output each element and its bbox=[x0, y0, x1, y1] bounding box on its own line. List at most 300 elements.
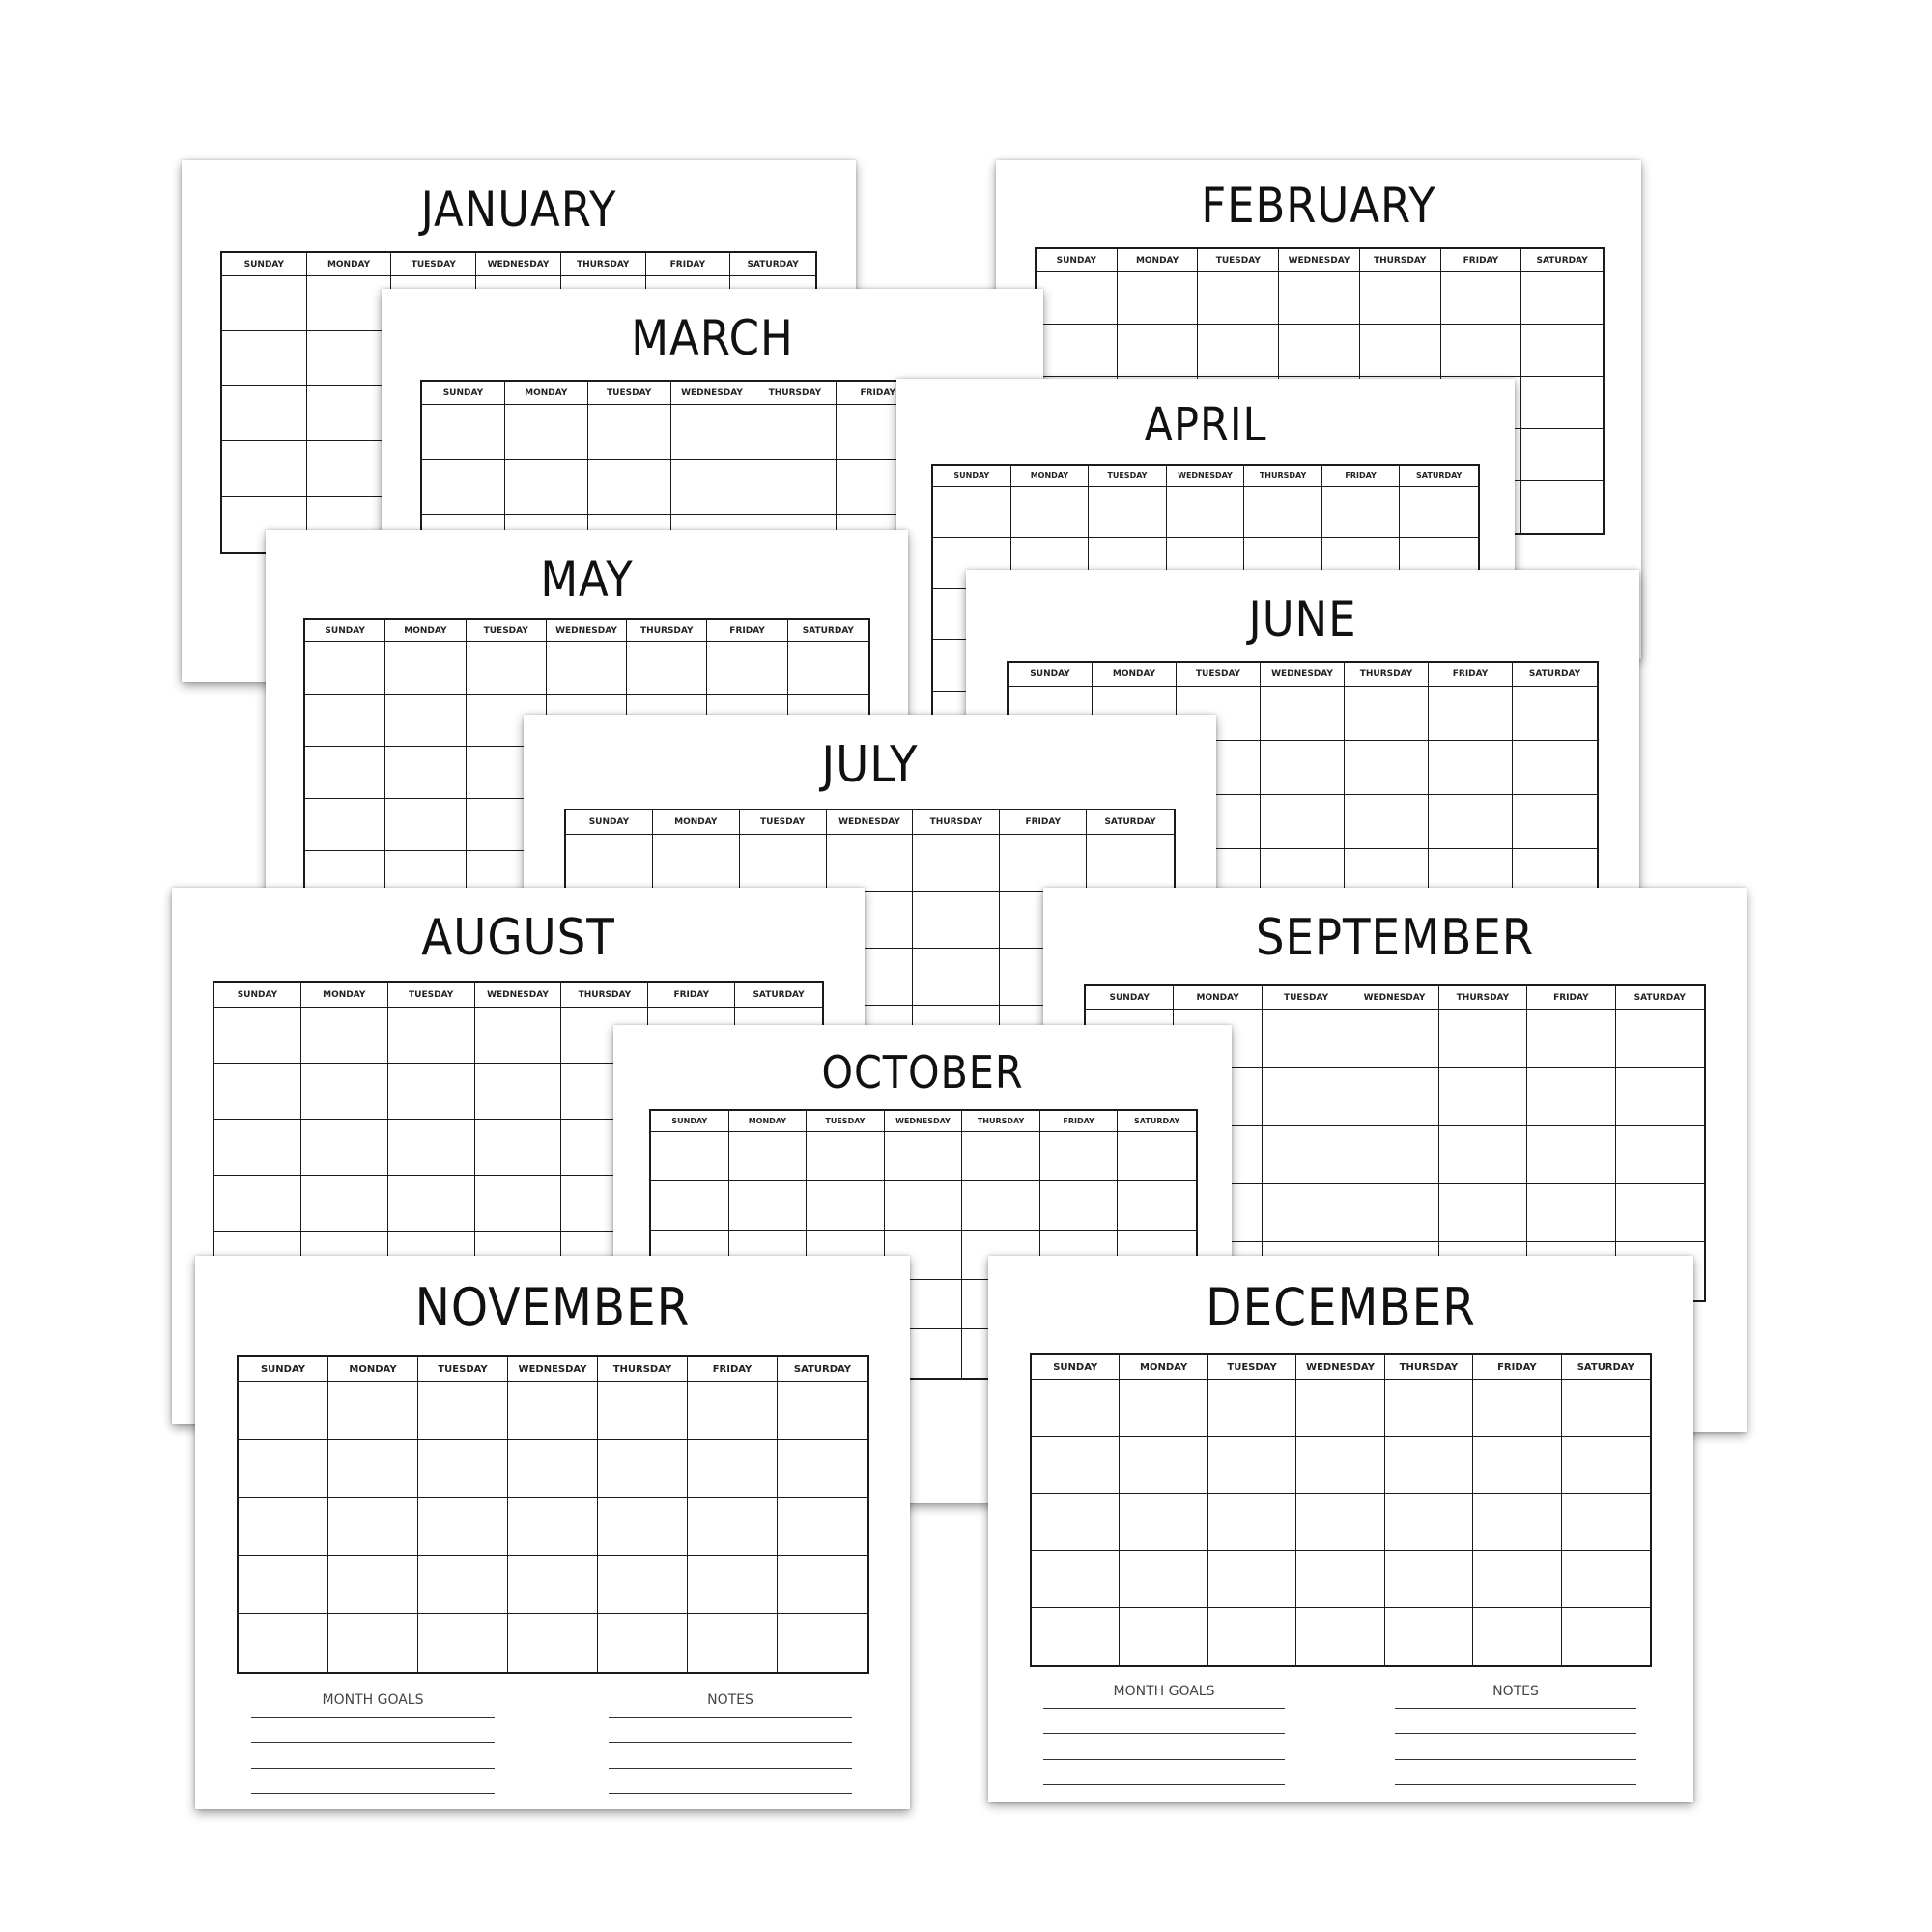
day-cell bbox=[388, 1120, 475, 1176]
day-cell bbox=[1208, 1380, 1296, 1437]
day-cell bbox=[962, 1181, 1040, 1231]
weekday-header-wednesday: WEDNESDAY bbox=[1279, 249, 1360, 272]
day-cell bbox=[778, 1614, 867, 1672]
december-goals-writing-line bbox=[1043, 1784, 1285, 1785]
weekday-header-friday: FRIDAY bbox=[1000, 810, 1087, 835]
november-calendar-grid bbox=[237, 1355, 869, 1674]
weekday-header-tuesday: TUESDAY bbox=[467, 620, 547, 642]
weekday-header-wednesday: WEDNESDAY bbox=[885, 1111, 963, 1132]
day-cell bbox=[418, 1614, 508, 1672]
day-cell bbox=[688, 1498, 778, 1556]
day-cell bbox=[1208, 1608, 1296, 1665]
december-notes-writing-line bbox=[1395, 1708, 1636, 1709]
weekday-header-wednesday: WEDNESDAY bbox=[1261, 663, 1345, 687]
day-cell bbox=[475, 1120, 562, 1176]
day-cell bbox=[1385, 1608, 1473, 1665]
day-cell bbox=[688, 1440, 778, 1498]
weekday-header-wednesday: WEDNESDAY bbox=[671, 382, 754, 405]
day-cell bbox=[1513, 687, 1597, 741]
day-cell bbox=[1439, 1068, 1527, 1126]
weekday-header-sunday: SUNDAY bbox=[566, 810, 653, 835]
december-notes-writing-line bbox=[1395, 1733, 1636, 1734]
weekday-header-monday: MONDAY bbox=[1011, 466, 1090, 487]
day-cell bbox=[239, 1382, 328, 1440]
weekday-header-saturday: SATURDAY bbox=[735, 983, 822, 1008]
day-cell bbox=[807, 1132, 885, 1181]
weekday-header-saturday: SATURDAY bbox=[778, 1357, 867, 1382]
day-cell bbox=[508, 1614, 598, 1672]
day-cell bbox=[1616, 1126, 1704, 1184]
day-cell bbox=[588, 405, 671, 460]
day-cell bbox=[688, 1614, 778, 1672]
day-cell bbox=[328, 1498, 418, 1556]
day-cell bbox=[305, 642, 385, 695]
day-cell bbox=[418, 1556, 508, 1614]
day-cell bbox=[1000, 835, 1087, 892]
day-cell bbox=[598, 1498, 688, 1556]
day-cell bbox=[1261, 795, 1345, 849]
day-cell bbox=[753, 405, 837, 460]
day-cell bbox=[1350, 1126, 1438, 1184]
day-cell bbox=[422, 460, 505, 515]
day-cell bbox=[1208, 1437, 1296, 1494]
december-notes-writing-line bbox=[1395, 1784, 1636, 1785]
day-cell bbox=[214, 1008, 301, 1064]
day-cell bbox=[1562, 1380, 1650, 1437]
day-cell bbox=[1400, 487, 1478, 538]
day-cell bbox=[1360, 272, 1441, 325]
day-cell bbox=[1263, 1068, 1350, 1126]
day-cell bbox=[598, 1382, 688, 1440]
weekday-header-monday: MONDAY bbox=[1118, 249, 1199, 272]
weekday-header-thursday: THURSDAY bbox=[1360, 249, 1441, 272]
weekday-header-monday: MONDAY bbox=[653, 810, 740, 835]
day-cell bbox=[222, 276, 307, 331]
weekday-header-tuesday: TUESDAY bbox=[418, 1357, 508, 1382]
day-cell bbox=[688, 1382, 778, 1440]
day-cell bbox=[305, 799, 385, 851]
day-cell bbox=[1385, 1437, 1473, 1494]
day-cell bbox=[1345, 741, 1429, 795]
day-cell bbox=[1473, 1608, 1561, 1665]
day-cell bbox=[1198, 272, 1279, 325]
day-cell bbox=[1296, 1551, 1384, 1608]
day-cell bbox=[1345, 795, 1429, 849]
day-cell bbox=[1473, 1437, 1561, 1494]
day-cell bbox=[307, 331, 392, 386]
day-cell bbox=[1120, 1494, 1208, 1551]
day-cell bbox=[301, 1120, 388, 1176]
weekday-header-saturday: SATURDAY bbox=[1513, 663, 1597, 687]
weekday-header-saturday: SATURDAY bbox=[1562, 1355, 1650, 1380]
december-calendar-sheet bbox=[988, 1256, 1693, 1802]
weekday-header-thursday: THURSDAY bbox=[753, 382, 837, 405]
day-cell bbox=[301, 1064, 388, 1120]
day-cell bbox=[1011, 487, 1090, 538]
weekday-header-monday: MONDAY bbox=[1174, 986, 1262, 1010]
weekday-header-monday: MONDAY bbox=[307, 253, 392, 276]
weekday-header-sunday: SUNDAY bbox=[1037, 249, 1118, 272]
day-cell bbox=[740, 835, 827, 892]
day-cell bbox=[385, 747, 466, 799]
day-cell bbox=[913, 892, 1000, 949]
day-cell bbox=[1521, 429, 1603, 481]
day-cell bbox=[214, 1176, 301, 1232]
weekday-header-wednesday: WEDNESDAY bbox=[1296, 1355, 1384, 1380]
weekday-header-monday: MONDAY bbox=[729, 1111, 808, 1132]
november-title: NOVEMBER bbox=[414, 1277, 691, 1338]
day-cell bbox=[307, 386, 392, 441]
august-title: AUGUST bbox=[421, 909, 615, 967]
february-title: FEBRUARY bbox=[1201, 178, 1436, 234]
weekday-header-monday: MONDAY bbox=[505, 382, 588, 405]
day-cell bbox=[547, 642, 627, 695]
day-cell bbox=[1350, 1184, 1438, 1242]
day-cell bbox=[788, 642, 868, 695]
weekday-header-monday: MONDAY bbox=[1093, 663, 1177, 687]
day-cell bbox=[1037, 272, 1118, 325]
november-notes-writing-line bbox=[609, 1768, 852, 1769]
weekday-header-tuesday: TUESDAY bbox=[391, 253, 476, 276]
july-title: JULY bbox=[821, 736, 919, 794]
day-cell bbox=[1527, 1010, 1615, 1068]
day-cell bbox=[1263, 1184, 1350, 1242]
weekday-header-wednesday: WEDNESDAY bbox=[475, 983, 562, 1008]
weekday-header-monday: MONDAY bbox=[1120, 1355, 1208, 1380]
day-cell bbox=[1473, 1551, 1561, 1608]
day-cell bbox=[671, 460, 754, 515]
weekday-header-tuesday: TUESDAY bbox=[740, 810, 827, 835]
day-cell bbox=[627, 642, 707, 695]
day-cell bbox=[1296, 1380, 1384, 1437]
weekday-header-saturday: SATURDAY bbox=[1616, 986, 1704, 1010]
day-cell bbox=[1120, 1437, 1208, 1494]
day-cell bbox=[508, 1498, 598, 1556]
day-cell bbox=[885, 1181, 963, 1231]
september-title: SEPTEMBER bbox=[1255, 909, 1535, 967]
june-title: JUNE bbox=[1248, 591, 1357, 647]
day-cell bbox=[505, 405, 588, 460]
day-cell bbox=[1439, 1184, 1527, 1242]
weekday-header-sunday: SUNDAY bbox=[222, 253, 307, 276]
weekday-header-friday: FRIDAY bbox=[1429, 663, 1513, 687]
day-cell bbox=[1473, 1494, 1561, 1551]
day-cell bbox=[1032, 1380, 1120, 1437]
day-cell bbox=[651, 1181, 729, 1231]
day-cell bbox=[1562, 1437, 1650, 1494]
day-cell bbox=[1296, 1494, 1384, 1551]
day-cell bbox=[1279, 272, 1360, 325]
day-cell bbox=[1032, 1608, 1120, 1665]
weekday-header-friday: FRIDAY bbox=[648, 983, 735, 1008]
weekday-header-sunday: SUNDAY bbox=[422, 382, 505, 405]
day-cell bbox=[827, 835, 914, 892]
day-cell bbox=[239, 1556, 328, 1614]
day-cell bbox=[651, 1132, 729, 1181]
day-cell bbox=[388, 1064, 475, 1120]
day-cell bbox=[1118, 1132, 1196, 1181]
day-cell bbox=[475, 1176, 562, 1232]
day-cell bbox=[1087, 835, 1174, 892]
day-cell bbox=[222, 331, 307, 386]
day-cell bbox=[475, 1064, 562, 1120]
day-cell bbox=[1441, 325, 1522, 377]
january-title: JANUARY bbox=[420, 182, 617, 238]
day-cell bbox=[418, 1498, 508, 1556]
day-cell bbox=[214, 1120, 301, 1176]
day-cell bbox=[1385, 1380, 1473, 1437]
day-cell bbox=[807, 1181, 885, 1231]
november-month-goals-label: MONTH GOALS bbox=[322, 1692, 424, 1708]
december-title: DECEMBER bbox=[1206, 1277, 1476, 1338]
day-cell bbox=[885, 1132, 963, 1181]
day-cell bbox=[1429, 687, 1513, 741]
weekday-header-saturday: SATURDAY bbox=[1400, 466, 1478, 487]
weekday-header-wednesday: WEDNESDAY bbox=[827, 810, 914, 835]
weekday-header-thursday: THURSDAY bbox=[561, 983, 648, 1008]
day-cell bbox=[388, 1176, 475, 1232]
day-cell bbox=[301, 1008, 388, 1064]
weekday-header-tuesday: TUESDAY bbox=[1177, 663, 1261, 687]
day-cell bbox=[1521, 377, 1603, 429]
day-cell bbox=[1118, 272, 1199, 325]
day-cell bbox=[307, 276, 392, 331]
december-goals-writing-line bbox=[1043, 1733, 1285, 1734]
day-cell bbox=[1032, 1494, 1120, 1551]
weekday-header-sunday: SUNDAY bbox=[305, 620, 385, 642]
day-cell bbox=[385, 799, 466, 851]
day-cell bbox=[1562, 1608, 1650, 1665]
weekday-header-monday: MONDAY bbox=[328, 1357, 418, 1382]
weekday-header-saturday: SATURDAY bbox=[730, 253, 815, 276]
weekday-header-sunday: SUNDAY bbox=[1086, 986, 1174, 1010]
day-cell bbox=[1037, 325, 1118, 377]
day-cell bbox=[1527, 1184, 1615, 1242]
day-cell bbox=[1527, 1126, 1615, 1184]
day-cell bbox=[653, 835, 740, 892]
weekday-header-wednesday: WEDNESDAY bbox=[1350, 986, 1438, 1010]
day-cell bbox=[566, 835, 653, 892]
day-cell bbox=[1120, 1380, 1208, 1437]
day-cell bbox=[1473, 1380, 1561, 1437]
day-cell bbox=[222, 386, 307, 441]
november-notes-writing-line bbox=[609, 1793, 852, 1794]
day-cell bbox=[328, 1440, 418, 1498]
day-cell bbox=[1521, 325, 1603, 377]
day-cell bbox=[1322, 487, 1401, 538]
december-calendar-grid bbox=[1030, 1353, 1652, 1667]
weekday-header-thursday: THURSDAY bbox=[913, 810, 1000, 835]
day-cell bbox=[1032, 1437, 1120, 1494]
day-cell bbox=[1562, 1494, 1650, 1551]
december-goals-writing-line bbox=[1043, 1759, 1285, 1760]
day-cell bbox=[1040, 1181, 1119, 1231]
day-cell bbox=[1120, 1551, 1208, 1608]
day-cell bbox=[467, 642, 547, 695]
day-cell bbox=[1360, 325, 1441, 377]
day-cell bbox=[1345, 687, 1429, 741]
weekday-header-friday: FRIDAY bbox=[1040, 1111, 1119, 1132]
day-cell bbox=[778, 1382, 867, 1440]
day-cell bbox=[1616, 1010, 1704, 1068]
november-goals-writing-line bbox=[251, 1742, 495, 1743]
weekday-header-wednesday: WEDNESDAY bbox=[508, 1357, 598, 1382]
day-cell bbox=[753, 460, 837, 515]
november-notes-writing-line bbox=[609, 1717, 852, 1718]
weekday-header-thursday: THURSDAY bbox=[598, 1357, 688, 1382]
day-cell bbox=[1261, 687, 1345, 741]
weekday-header-friday: FRIDAY bbox=[837, 382, 920, 405]
weekday-header-sunday: SUNDAY bbox=[1032, 1355, 1120, 1380]
day-cell bbox=[1208, 1494, 1296, 1551]
weekday-header-friday: FRIDAY bbox=[707, 620, 787, 642]
weekday-header-sunday: SUNDAY bbox=[933, 466, 1011, 487]
day-cell bbox=[328, 1556, 418, 1614]
weekday-header-monday: MONDAY bbox=[301, 983, 388, 1008]
day-cell bbox=[598, 1556, 688, 1614]
weekday-header-saturday: SATURDAY bbox=[1087, 810, 1174, 835]
weekday-header-wednesday: WEDNESDAY bbox=[1167, 466, 1245, 487]
october-title: OCTOBER bbox=[821, 1046, 1024, 1098]
weekday-header-tuesday: TUESDAY bbox=[588, 382, 671, 405]
day-cell bbox=[1429, 741, 1513, 795]
day-cell bbox=[1118, 1181, 1196, 1231]
april-title: APRIL bbox=[1144, 398, 1267, 452]
day-cell bbox=[688, 1556, 778, 1614]
day-cell bbox=[962, 1132, 1040, 1181]
weekday-header-wednesday: WEDNESDAY bbox=[547, 620, 627, 642]
weekday-header-tuesday: TUESDAY bbox=[1198, 249, 1279, 272]
day-cell bbox=[307, 441, 392, 497]
day-cell bbox=[305, 747, 385, 799]
day-cell bbox=[933, 487, 1011, 538]
day-cell bbox=[1521, 272, 1603, 325]
weekday-header-friday: FRIDAY bbox=[1473, 1355, 1561, 1380]
day-cell bbox=[1429, 795, 1513, 849]
day-cell bbox=[1167, 487, 1245, 538]
weekday-header-friday: FRIDAY bbox=[646, 253, 731, 276]
day-cell bbox=[1385, 1494, 1473, 1551]
december-month-goals-label: MONTH GOALS bbox=[1113, 1684, 1215, 1699]
day-cell bbox=[1441, 272, 1522, 325]
day-cell bbox=[422, 405, 505, 460]
day-cell bbox=[508, 1382, 598, 1440]
day-cell bbox=[778, 1556, 867, 1614]
day-cell bbox=[1439, 1126, 1527, 1184]
day-cell bbox=[418, 1440, 508, 1498]
day-cell bbox=[598, 1440, 688, 1498]
weekday-header-saturday: SATURDAY bbox=[1118, 1111, 1196, 1132]
day-cell bbox=[508, 1440, 598, 1498]
day-cell bbox=[239, 1614, 328, 1672]
day-cell bbox=[1296, 1437, 1384, 1494]
day-cell bbox=[598, 1614, 688, 1672]
weekday-header-tuesday: TUESDAY bbox=[1263, 986, 1350, 1010]
day-cell bbox=[214, 1064, 301, 1120]
day-cell bbox=[1562, 1551, 1650, 1608]
day-cell bbox=[385, 695, 466, 747]
weekday-header-friday: FRIDAY bbox=[1322, 466, 1401, 487]
weekday-header-thursday: THURSDAY bbox=[1345, 663, 1429, 687]
day-cell bbox=[1118, 325, 1199, 377]
day-cell bbox=[1208, 1551, 1296, 1608]
day-cell bbox=[778, 1440, 867, 1498]
december-notes-label: NOTES bbox=[1492, 1684, 1539, 1699]
weekday-header-saturday: SATURDAY bbox=[1521, 249, 1603, 272]
day-cell bbox=[1521, 481, 1603, 533]
day-cell bbox=[328, 1614, 418, 1672]
november-goals-writing-line bbox=[251, 1793, 495, 1794]
day-cell bbox=[1385, 1551, 1473, 1608]
march-title: MARCH bbox=[631, 310, 794, 366]
day-cell bbox=[588, 460, 671, 515]
day-cell bbox=[729, 1132, 808, 1181]
day-cell bbox=[388, 1008, 475, 1064]
day-cell bbox=[1296, 1608, 1384, 1665]
weekday-header-saturday: SATURDAY bbox=[788, 620, 868, 642]
weekday-header-friday: FRIDAY bbox=[688, 1357, 778, 1382]
weekday-header-wednesday: WEDNESDAY bbox=[476, 253, 561, 276]
day-cell bbox=[913, 835, 1000, 892]
day-cell bbox=[1616, 1184, 1704, 1242]
day-cell bbox=[1263, 1126, 1350, 1184]
day-cell bbox=[707, 642, 787, 695]
day-cell bbox=[1527, 1068, 1615, 1126]
day-cell bbox=[1616, 1068, 1704, 1126]
day-cell bbox=[475, 1008, 562, 1064]
day-cell bbox=[1261, 741, 1345, 795]
day-cell bbox=[418, 1382, 508, 1440]
may-title: MAY bbox=[540, 552, 634, 608]
weekday-header-friday: FRIDAY bbox=[1527, 986, 1615, 1010]
november-calendar-sheet bbox=[195, 1256, 910, 1809]
day-cell bbox=[1439, 1010, 1527, 1068]
weekday-header-sunday: SUNDAY bbox=[651, 1111, 729, 1132]
day-cell bbox=[1513, 795, 1597, 849]
day-cell bbox=[1120, 1608, 1208, 1665]
day-cell bbox=[508, 1556, 598, 1614]
weekday-header-tuesday: TUESDAY bbox=[807, 1111, 885, 1132]
day-cell bbox=[505, 460, 588, 515]
day-cell bbox=[913, 949, 1000, 1006]
day-cell bbox=[239, 1440, 328, 1498]
day-cell bbox=[729, 1181, 808, 1231]
weekday-header-thursday: THURSDAY bbox=[561, 253, 646, 276]
day-cell bbox=[385, 642, 466, 695]
day-cell bbox=[1350, 1068, 1438, 1126]
december-goals-writing-line bbox=[1043, 1708, 1285, 1709]
day-cell bbox=[671, 405, 754, 460]
weekday-header-sunday: SUNDAY bbox=[1009, 663, 1093, 687]
day-cell bbox=[222, 441, 307, 497]
weekday-header-sunday: SUNDAY bbox=[239, 1357, 328, 1382]
weekday-header-tuesday: TUESDAY bbox=[1208, 1355, 1296, 1380]
weekday-header-tuesday: TUESDAY bbox=[388, 983, 475, 1008]
day-cell bbox=[1279, 325, 1360, 377]
weekday-header-sunday: SUNDAY bbox=[214, 983, 301, 1008]
november-notes-writing-line bbox=[609, 1742, 852, 1743]
november-notes-label: NOTES bbox=[707, 1692, 753, 1708]
december-notes-writing-line bbox=[1395, 1759, 1636, 1760]
weekday-header-thursday: THURSDAY bbox=[1439, 986, 1527, 1010]
weekday-header-thursday: THURSDAY bbox=[1244, 466, 1322, 487]
weekday-header-thursday: THURSDAY bbox=[1385, 1355, 1473, 1380]
weekday-header-monday: MONDAY bbox=[385, 620, 466, 642]
day-cell bbox=[301, 1176, 388, 1232]
day-cell bbox=[1350, 1010, 1438, 1068]
november-goals-writing-line bbox=[251, 1768, 495, 1769]
november-goals-writing-line bbox=[251, 1717, 495, 1718]
